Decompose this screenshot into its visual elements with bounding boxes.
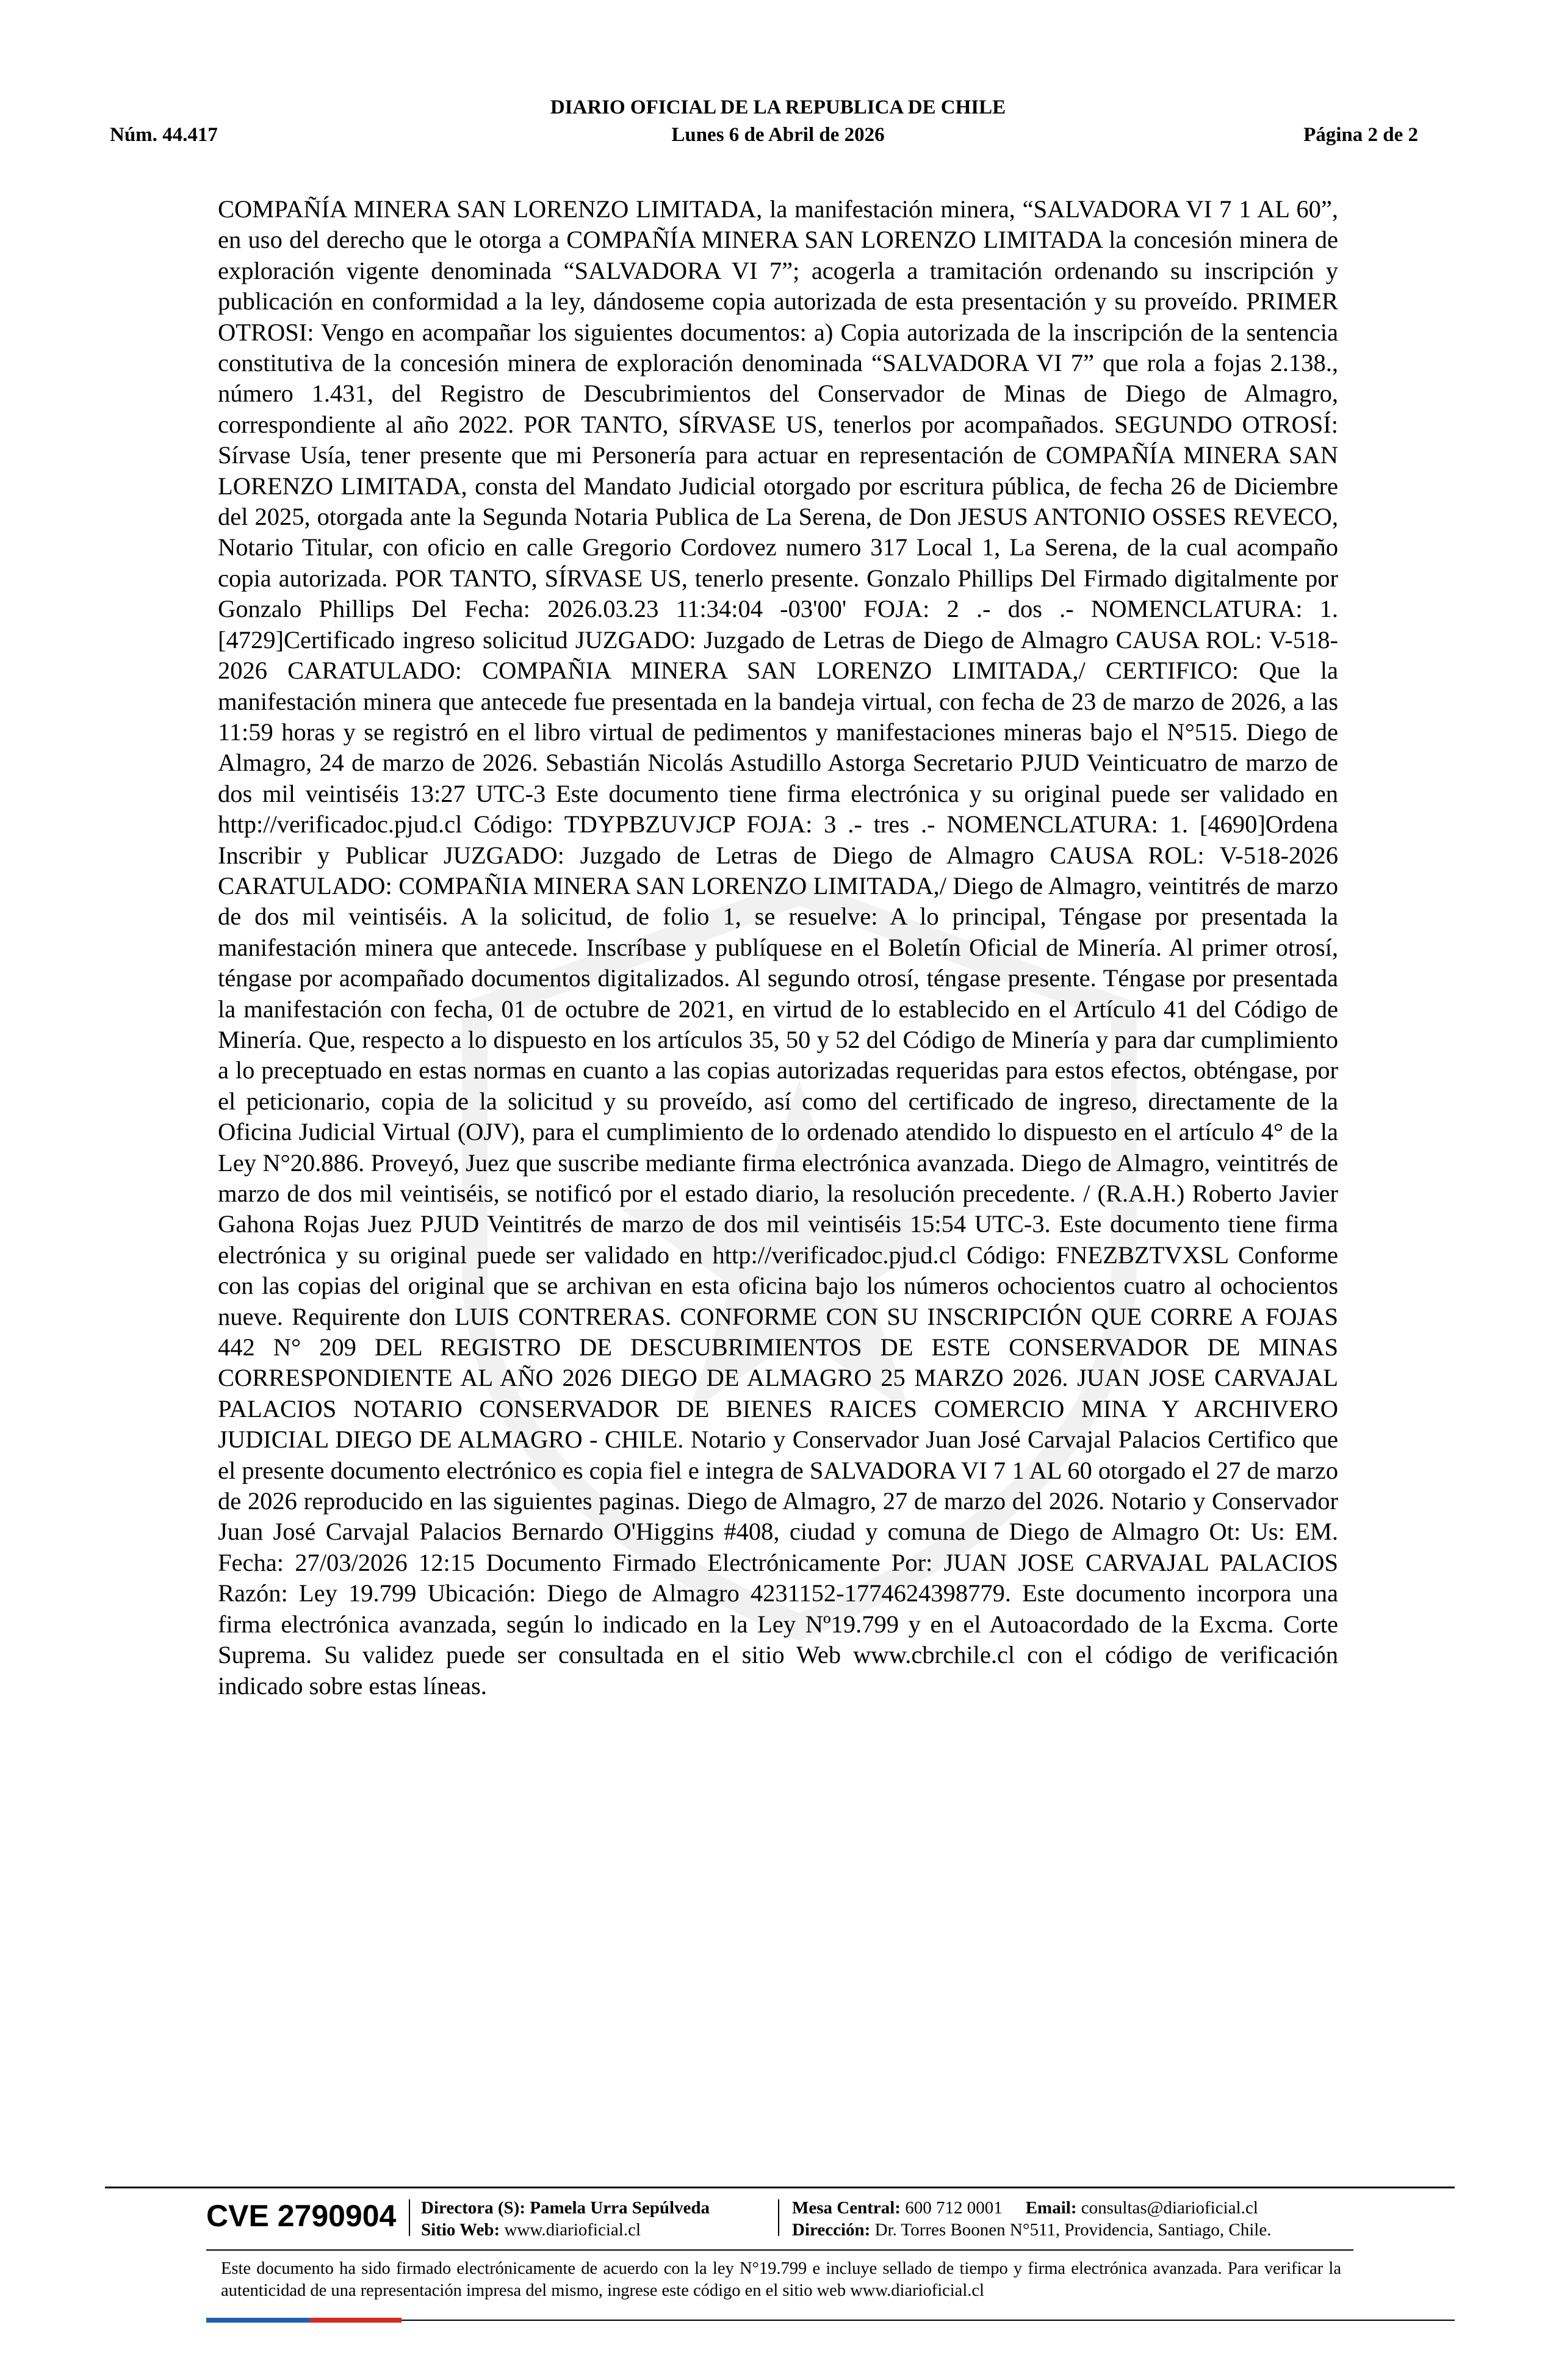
newspaper-title: DIARIO OFICIAL DE LA REPUBLICA DE CHILE — [550, 96, 1006, 118]
phone-number: 600 712 0001 — [905, 2198, 1003, 2218]
footer-bottom-rule — [402, 2320, 1455, 2321]
phone-label: Mesa Central: — [792, 2198, 901, 2218]
footer-top-rule — [105, 2187, 1455, 2188]
website-link[interactable]: www.diarioficial.cl — [504, 2220, 641, 2240]
chile-flag-stripe — [206, 2318, 402, 2323]
email-link[interactable]: consultas@diarioficial.cl — [1081, 2198, 1258, 2218]
document-body-text: COMPAÑÍA MINERA SAN LORENZO LIMITADA, la manifestación minera, “SALVADORA VI 7 1 AL 60”, en uso del derecho que le otorga a COMPAÑÍA MINERA SAN LORENZO LIMITADA la concesión minera de exploración vigente denominada “SALVADORA VI 7”; acogerla a tramitación ordenando su inscripción y publicación en conformidad a la ley, dándoseme copia autorizada de esta presentación y su proveído. PRIMER OTROSI: Vengo en acompañar los siguientes documentos: a) Copia autorizada de la inscripción de la sentencia constitutiva de la concesión minera de exploración denominada “SALVADORA VI 7” que rola a fojas 2.138., número 1.431, del Registro de Descubrimientos del Conservador de Minas de Diego de Almagro, correspondiente al año 2022. POR TANTO, SÍRVASE US, tenerlos por acompañados. SEGUNDO OTROSÍ: Sírvase Usía, tener presente que mi Personería para actuar en representación de COMPAÑÍA MINERA SAN LORENZO LIMITADA, consta del Mandato Judicial otorgado por escritura pública, de fecha 26 de Diciembre del 2025, otorgada ante la Segunda Notaria Publica de La Serena, de Don JESUS ANTONIO OSSES REVECO, Notario Titular, con oficio en calle Gregorio Cordovez numero 317 Local 1, La Serena, de la cual acompaño copia autorizada. POR TANTO, SÍRVASE US, tenerlo presente. Gonzalo Phillips Del Firmado digitalmente por Gonzalo Phillips Del Fecha: 2026.03.23 11:34:04 -03'00' FOJA: 2 .- dos .- NOMENCLATURA: 1. [4729]Certificado ingreso solicitud JUZGADO: Juzgado de Letras de Diego de Almagro CAUSA ROL: V-518-2026 CARATULADO: COMPAÑIA MINERA SAN LORENZO LIMITADA,/ CERTIFICO: Que la manifestación minera que antecede fue presentada en la bandeja virtual, con fecha de 23 de marzo de 2026, a las 11:59 horas y se registró en el libro virtual de pedimentos y manifestaciones mineras bajo el N°515. Diego de Almagro, 24 de marzo de 2026. Sebastián Nicolás Astudillo Astorga Secretario PJUD Veinticuatro de marzo de dos mil veintiséis 13:27 UTC-3 Este documento tiene firma electrónica y su original puede ser validado en http://verificadoc.pjud.cl Código: TDYPBZUVJCP FOJA: 3 .- tres .- NOMENCLATURA: 1. [4690]Ordena Inscribir y Publicar JUZGADO: Juzgado de Letras de Diego de Almagro CAUSA ROL: V-518-2026 CARATULADO: COMPAÑIA MINERA SAN LORENZO LIMITADA,/ Diego de Almagro, veintitrés de marzo de dos mil veintiséis. A la solicitud, de folio 1, se resuelve: A lo principal, Téngase por presentada la manifestación minera que antecede. Inscríbase y publíquese en el Boletín Oficial de Minería. Al primer otrosí, téngase por acompañado documentos digitalizados. Al segundo otrosí, téngase presente. Téngase por presentada la manifestación con fecha, 01 de octubre de 2021, en virtud de lo establecido en el Artículo 41 del Código de Minería. Que, respecto a lo dispuesto en los artículos 35, 50 y 52 del Código de Minería y para dar cumplimiento a lo preceptuado en estas normas en cuanto a las copias autorizadas requeridas para estos efectos, obténgase, por el peticionario, copia de la solicitud y su proveído, así como del certificado de ingreso, directamente de la Oficina Judicial Virtual (OJV), para el cumplimiento de lo ordenado atendido lo dispuesto en el artículo 4° de la Ley N°20.886. Proveyó, Juez que suscribe mediante firma electrónica avanzada. Diego de Almagro, veintitrés de marzo de dos mil veintiséis, se notificó por el estado diario, la resolución precedente. / (R.A.H.) Roberto Javier Gahona Rojas Juez PJUD Veintitrés de marzo de dos mil veintiséis 15:54 UTC-3. Este documento tiene firma electrónica y su original puede ser validado en http://verificadoc.pjud.cl Código: FNEZBZTVXSL Conforme con las copias del original que se archivan en esta oficina bajo los números ochocientos cuatro al ochocientos nueve. Requirente don LUIS CONTRERAS. CONFORME CON SU INSCRIPCIÓN QUE CORRE A FOJAS 442 N° 209 DEL REGISTRO DE DESCUBRIMIENTOS DE ESTE CONSERVADOR DE MINAS CORRESPONDIENTE AL AÑO 2026 DIEGO DE ALMAGRO 25 MARZO 2026. JUAN JOSE CARVAJAL PALACIOS NOTARIO CONSERVADOR DE BIENES RAICES COMERCIO MINA Y ARCHIVERO JUDICIAL DIEGO DE ALMAGRO - CHILE. Notario y Conservador Juan José Carvajal Palacios Certifico que el presente documento electrónico es copia fiel e integra de SALVADORA VI 7 1 AL 60 otorgado el 27 de marzo de 2026 reproducido en las siguientes paginas. Diego de Almagro, 27 de marzo del 2026. Notario y Conservador Juan José Carvajal Palacios Bernardo O'Higgins #408, ciudad y comuna de Diego de Almagro Ot: Us: EM. Fecha: 27/03/2026 12:15 Documento Firmado Electrónicamente Por: JUAN JOSE CARVAJAL PALACIOS Razón: Ley 19.799 Ubicación: Diego de Almagro 4231152-1774624398779. Este documento incorpora una firma electrónica avanzada, según lo indicado en la Ley Nº19.799 y en el Autoacordado de la Excma. Corte Suprema. Su validez puede ser consultada en el sitio Web www.cbrchile.cl con el código de verificación indicado sobre estas líneas. — [218, 195, 1338, 1700]
issue-date: Lunes 6 de Abril de 2026 — [671, 124, 885, 146]
footer-directory-column — [421, 2197, 710, 2241]
website-label: Sitio Web: — [421, 2220, 500, 2240]
cve-code: CVE 2790904 — [206, 2199, 397, 2233]
footer-divider — [778, 2199, 779, 2236]
email-label: Email: — [1025, 2198, 1077, 2218]
signature-disclaimer: Este documento ha sido firmado electrónicamente de acuerdo con la ley N°19.799 e incluye sellado de tiempo y firma electrónica avanzada. Para verificar la autenticidad de una representación impresa del mismo, ingrese este código en el sitio web www.diarioficial.cl — [221, 2259, 1341, 2300]
director-name: Pamela Urra Sepúlveda — [530, 2198, 710, 2218]
flag-red-segment — [310, 2318, 402, 2323]
footer-contact-column — [792, 2197, 1271, 2241]
issue-number: Núm. 44.417 — [110, 124, 218, 146]
page-number: Página 2 de 2 — [1303, 124, 1418, 146]
address-text: Dr. Torres Boonen N°511, Providencia, Santiago, Chile. — [874, 2220, 1272, 2240]
footer-divider — [409, 2199, 410, 2236]
footer-middle-rule — [206, 2249, 1353, 2251]
address-label: Dirección: — [792, 2220, 871, 2240]
flag-blue-segment — [206, 2318, 310, 2323]
director-label: Directora (S): — [421, 2198, 525, 2218]
